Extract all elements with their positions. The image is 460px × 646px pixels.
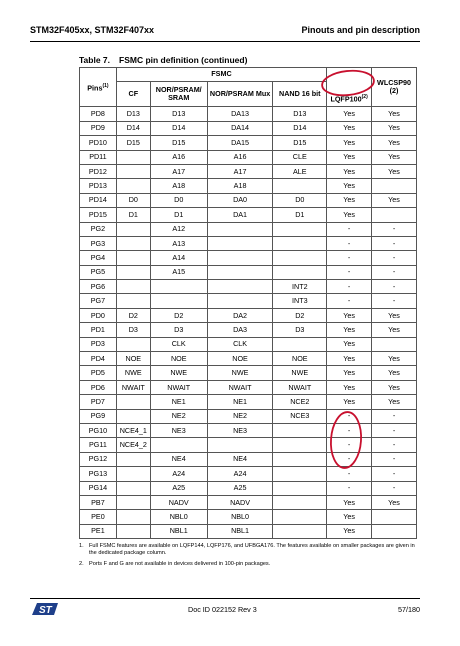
cell-nand16: D0	[273, 193, 327, 207]
cell-lqfp100: -	[327, 423, 372, 437]
table-row	[80, 409, 417, 423]
header-wlcsp90: WLCSP90 (2)	[372, 68, 417, 107]
cell-nand16: NCE3	[273, 409, 327, 423]
cell-wlcsp90: -	[372, 280, 417, 294]
cell-lqfp100: -	[327, 481, 372, 495]
document-part-number: STM32F405xx, STM32F407xx	[30, 25, 155, 35]
cell-lqfp100: -	[327, 452, 372, 466]
cell-wlcsp90	[372, 337, 417, 351]
cell-nand16: NOE	[273, 352, 327, 366]
cell-lqfp100: Yes	[327, 107, 372, 121]
cell-pin: PD14	[80, 193, 117, 207]
cell-cf	[116, 452, 150, 466]
cell-lqfp100: Yes	[327, 337, 372, 351]
cell-nand16	[273, 222, 327, 236]
cell-cf: D2	[116, 308, 150, 322]
cell-lqfp100: Yes	[327, 208, 372, 222]
cell-nor-sram: D1	[150, 208, 207, 222]
table-number: Table 7.	[79, 55, 111, 65]
cell-wlcsp90: -	[372, 467, 417, 481]
header-fsmc: FSMC	[116, 68, 326, 82]
cell-nor-mux: NBL0	[207, 510, 273, 524]
cell-pin: PG11	[80, 438, 117, 452]
svg-text:ST: ST	[39, 605, 52, 616]
cell-nand16: D3	[273, 323, 327, 337]
cell-nor-mux: DA14	[207, 121, 273, 135]
table-row	[80, 280, 417, 294]
table-row	[80, 481, 417, 495]
cell-nor-sram: A18	[150, 179, 207, 193]
cell-nor-sram: NBL0	[150, 510, 207, 524]
table-row	[80, 438, 417, 452]
cell-wlcsp90: -	[372, 438, 417, 452]
cell-nor-sram: D0	[150, 193, 207, 207]
cell-nor-mux: NE3	[207, 423, 273, 437]
cell-wlcsp90: Yes	[372, 380, 417, 394]
table-notes	[79, 543, 419, 572]
cell-nor-mux: A18	[207, 179, 273, 193]
cell-nor-sram: A16	[150, 150, 207, 164]
cell-wlcsp90: -	[372, 481, 417, 495]
cell-cf: D15	[116, 136, 150, 150]
cell-nor-sram: A17	[150, 164, 207, 178]
fsmc-pin-table	[79, 67, 417, 539]
table-row	[80, 308, 417, 322]
cell-nand16	[273, 438, 327, 452]
cell-nand16: D14	[273, 121, 327, 135]
table-row	[80, 510, 417, 524]
cell-wlcsp90	[372, 208, 417, 222]
cell-nand16	[273, 510, 327, 524]
cell-nand16	[273, 337, 327, 351]
cell-wlcsp90: -	[372, 236, 417, 250]
cell-lqfp100: Yes	[327, 179, 372, 193]
cell-pin: PD11	[80, 150, 117, 164]
cell-wlcsp90: -	[372, 452, 417, 466]
cell-nor-mux: DA15	[207, 136, 273, 150]
cell-nand16	[273, 251, 327, 265]
cell-nor-sram	[150, 438, 207, 452]
cell-cf: D13	[116, 107, 150, 121]
cell-pin: PG3	[80, 236, 117, 250]
cell-nor-mux	[207, 251, 273, 265]
cell-nor-sram: NE2	[150, 409, 207, 423]
cell-nor-sram: A12	[150, 222, 207, 236]
cell-nor-mux: A17	[207, 164, 273, 178]
cell-nor-mux: NOE	[207, 352, 273, 366]
table-row	[80, 121, 417, 135]
cell-nor-mux: NE2	[207, 409, 273, 423]
table-row	[80, 452, 417, 466]
cell-cf	[116, 495, 150, 509]
table-row	[80, 524, 417, 538]
cell-pin: PE0	[80, 510, 117, 524]
cell-lqfp100: -	[327, 236, 372, 250]
cell-wlcsp90	[372, 524, 417, 538]
cell-nor-sram	[150, 294, 207, 308]
cell-nor-sram: NWAIT	[150, 380, 207, 394]
cell-cf	[116, 265, 150, 279]
cell-cf	[116, 280, 150, 294]
cell-cf: NCE4_1	[116, 423, 150, 437]
table-row	[80, 136, 417, 150]
table-row	[80, 380, 417, 394]
cell-wlcsp90: Yes	[372, 308, 417, 322]
cell-pin: PG9	[80, 409, 117, 423]
cell-nor-mux: NE1	[207, 395, 273, 409]
cell-pin: PD3	[80, 337, 117, 351]
cell-nand16	[273, 524, 327, 538]
cell-lqfp100: -	[327, 294, 372, 308]
cell-nor-sram: NE1	[150, 395, 207, 409]
cell-wlcsp90: Yes	[372, 395, 417, 409]
table-caption	[79, 55, 247, 65]
cell-lqfp100: -	[327, 222, 372, 236]
cell-cf	[116, 294, 150, 308]
table-row	[80, 294, 417, 308]
cell-wlcsp90: -	[372, 409, 417, 423]
cell-lqfp100: Yes	[327, 510, 372, 524]
cell-nor-mux: NBL1	[207, 524, 273, 538]
cell-nand16: D13	[273, 107, 327, 121]
table-row	[80, 179, 417, 193]
cell-cf: NCE4_2	[116, 438, 150, 452]
cell-nor-mux: DA0	[207, 193, 273, 207]
cell-nor-mux: CLK	[207, 337, 273, 351]
cell-nor-mux: A25	[207, 481, 273, 495]
table-row	[80, 222, 417, 236]
cell-nor-mux	[207, 222, 273, 236]
cell-pin: PG7	[80, 294, 117, 308]
cell-cf: NWAIT	[116, 380, 150, 394]
cell-pin: PG4	[80, 251, 117, 265]
cell-nor-sram	[150, 280, 207, 294]
table-row	[80, 193, 417, 207]
cell-pin: PD9	[80, 121, 117, 135]
cell-lqfp100: -	[327, 467, 372, 481]
cell-wlcsp90: -	[372, 265, 417, 279]
cell-nand16: D1	[273, 208, 327, 222]
st-logo-icon	[30, 601, 60, 622]
cell-lqfp100: Yes	[327, 164, 372, 178]
table-row	[80, 395, 417, 409]
cell-pin: PE1	[80, 524, 117, 538]
cell-wlcsp90: Yes	[372, 352, 417, 366]
doc-id: Doc ID 022152 Rev 3	[188, 605, 257, 614]
cell-wlcsp90: Yes	[372, 121, 417, 135]
cell-wlcsp90: -	[372, 251, 417, 265]
table-row	[80, 265, 417, 279]
cell-pin: PG12	[80, 452, 117, 466]
header-nor-mux: NOR/PSRAM Mux	[207, 82, 273, 107]
note-1: 1. Full FSMC features are available on LQFP144, LQFP176, and UFBGA176. The features available on smaller packages are given in the dedicated package column.	[79, 543, 415, 556]
cell-pin: PG10	[80, 423, 117, 437]
cell-nand16: D15	[273, 136, 327, 150]
cell-wlcsp90: Yes	[372, 366, 417, 380]
cell-wlcsp90	[372, 179, 417, 193]
cell-lqfp100: Yes	[327, 495, 372, 509]
cell-lqfp100: Yes	[327, 395, 372, 409]
cell-nor-mux: NADV	[207, 495, 273, 509]
table-row	[80, 107, 417, 121]
cell-nor-mux: A24	[207, 467, 273, 481]
cell-wlcsp90: -	[372, 222, 417, 236]
cell-cf: D0	[116, 193, 150, 207]
cell-nor-mux: DA1	[207, 208, 273, 222]
table-row	[80, 467, 417, 481]
table-row	[80, 337, 417, 351]
cell-nand16: INT2	[273, 280, 327, 294]
cell-nor-mux: DA13	[207, 107, 273, 121]
cell-wlcsp90: -	[372, 423, 417, 437]
header-divider	[30, 41, 420, 42]
cell-cf	[116, 409, 150, 423]
cell-nor-sram: NBL1	[150, 524, 207, 538]
header-cf: CF	[116, 82, 150, 107]
header-pins: Pins$^{(1)}$	[80, 68, 117, 107]
cell-pin: PD12	[80, 164, 117, 178]
cell-nand16	[273, 481, 327, 495]
table-title: FSMC pin definition (continued)	[119, 55, 248, 65]
cell-cf: D1	[116, 208, 150, 222]
cell-pin: PD5	[80, 366, 117, 380]
cell-pin: PG6	[80, 280, 117, 294]
cell-nand16: CLE	[273, 150, 327, 164]
cell-nor-sram: A13	[150, 236, 207, 250]
cell-pin: PG5	[80, 265, 117, 279]
cell-lqfp100: Yes	[327, 308, 372, 322]
cell-lqfp100: -	[327, 438, 372, 452]
cell-nor-sram: A24	[150, 467, 207, 481]
cell-pin: PD10	[80, 136, 117, 150]
cell-cf	[116, 337, 150, 351]
page-number: 57/180	[398, 605, 420, 614]
cell-lqfp100: -	[327, 409, 372, 423]
cell-lqfp100: Yes	[327, 150, 372, 164]
cell-nor-mux: NE4	[207, 452, 273, 466]
cell-cf	[116, 236, 150, 250]
cell-pin: PG14	[80, 481, 117, 495]
cell-nor-mux: A16	[207, 150, 273, 164]
cell-cf	[116, 524, 150, 538]
cell-nand16	[273, 265, 327, 279]
cell-wlcsp90: Yes	[372, 323, 417, 337]
header-nor-sram: NOR/PSRAM/ SRAM	[150, 82, 207, 107]
cell-nand16	[273, 495, 327, 509]
cell-nor-sram: D15	[150, 136, 207, 150]
cell-lqfp100: Yes	[327, 366, 372, 380]
cell-pin: PD8	[80, 107, 117, 121]
cell-wlcsp90	[372, 510, 417, 524]
header-nand16: NAND 16 bit	[273, 82, 327, 107]
cell-cf: D3	[116, 323, 150, 337]
table-row	[80, 164, 417, 178]
cell-wlcsp90: Yes	[372, 136, 417, 150]
cell-cf	[116, 164, 150, 178]
table-row	[80, 150, 417, 164]
cell-nor-sram: D14	[150, 121, 207, 135]
cell-nor-sram: NADV	[150, 495, 207, 509]
cell-nor-mux	[207, 438, 273, 452]
cell-wlcsp90: Yes	[372, 193, 417, 207]
cell-lqfp100: Yes	[327, 193, 372, 207]
cell-lqfp100: Yes	[327, 136, 372, 150]
cell-nor-mux	[207, 280, 273, 294]
cell-pin: PD7	[80, 395, 117, 409]
cell-wlcsp90: -	[372, 294, 417, 308]
table-row	[80, 366, 417, 380]
cell-cf: D14	[116, 121, 150, 135]
cell-pin: PB7	[80, 495, 117, 509]
cell-lqfp100: Yes	[327, 352, 372, 366]
cell-pin: PD1	[80, 323, 117, 337]
cell-nor-sram: NE3	[150, 423, 207, 437]
cell-nor-sram: CLK	[150, 337, 207, 351]
cell-nor-sram: NOE	[150, 352, 207, 366]
cell-nand16	[273, 236, 327, 250]
cell-nor-sram: A14	[150, 251, 207, 265]
cell-lqfp100: Yes	[327, 380, 372, 394]
cell-nor-mux	[207, 265, 273, 279]
cell-nor-mux: DA2	[207, 308, 273, 322]
cell-nor-sram: D13	[150, 107, 207, 121]
cell-lqfp100: -	[327, 265, 372, 279]
table-row	[80, 352, 417, 366]
cell-nor-mux: NWE	[207, 366, 273, 380]
cell-nand16: NWE	[273, 366, 327, 380]
cell-cf: NOE	[116, 352, 150, 366]
cell-pin: PD13	[80, 179, 117, 193]
table-row	[80, 236, 417, 250]
cell-cf	[116, 179, 150, 193]
table-row	[80, 423, 417, 437]
cell-pin: PG2	[80, 222, 117, 236]
cell-wlcsp90: Yes	[372, 150, 417, 164]
cell-nand16: INT3	[273, 294, 327, 308]
note-2: 2. Ports F and G are not available in devices delivered in 100-pin packages.	[79, 561, 271, 567]
cell-nand16: NCE2	[273, 395, 327, 409]
cell-lqfp100: Yes	[327, 524, 372, 538]
cell-nand16	[273, 179, 327, 193]
cell-nand16: D2	[273, 308, 327, 322]
cell-cf	[116, 510, 150, 524]
cell-cf	[116, 222, 150, 236]
cell-nand16	[273, 467, 327, 481]
table-row	[80, 323, 417, 337]
cell-nor-mux: DA3	[207, 323, 273, 337]
cell-nor-sram: NE4	[150, 452, 207, 466]
cell-nor-mux	[207, 294, 273, 308]
cell-nand16: NWAIT	[273, 380, 327, 394]
cell-cf	[116, 150, 150, 164]
cell-wlcsp90: Yes	[372, 164, 417, 178]
cell-pin: PD0	[80, 308, 117, 322]
cell-nor-sram: A25	[150, 481, 207, 495]
cell-pin: PD15	[80, 208, 117, 222]
section-title: Pinouts and pin description	[301, 25, 420, 35]
cell-cf	[116, 395, 150, 409]
cell-cf: NWE	[116, 366, 150, 380]
cell-wlcsp90: Yes	[372, 107, 417, 121]
cell-pin: PG13	[80, 467, 117, 481]
cell-nor-mux	[207, 236, 273, 250]
table-row	[80, 495, 417, 509]
cell-nor-sram: D3	[150, 323, 207, 337]
cell-lqfp100: -	[327, 280, 372, 294]
cell-pin: PD4	[80, 352, 117, 366]
cell-cf	[116, 481, 150, 495]
cell-pin: PD6	[80, 380, 117, 394]
cell-nor-sram: NWE	[150, 366, 207, 380]
table-row	[80, 208, 417, 222]
cell-nand16	[273, 452, 327, 466]
cell-cf	[116, 251, 150, 265]
cell-nor-sram: A15	[150, 265, 207, 279]
table-row	[80, 251, 417, 265]
cell-lqfp100: Yes	[327, 323, 372, 337]
cell-nand16: ALE	[273, 164, 327, 178]
cell-nor-sram: D2	[150, 308, 207, 322]
header-lqfp100: LQFP100$^{(2)}$	[327, 68, 372, 107]
cell-nor-mux: NWAIT	[207, 380, 273, 394]
cell-lqfp100: Yes	[327, 121, 372, 135]
footer-divider	[30, 598, 420, 599]
cell-lqfp100: -	[327, 251, 372, 265]
cell-nand16	[273, 423, 327, 437]
cell-cf	[116, 467, 150, 481]
cell-wlcsp90: Yes	[372, 495, 417, 509]
